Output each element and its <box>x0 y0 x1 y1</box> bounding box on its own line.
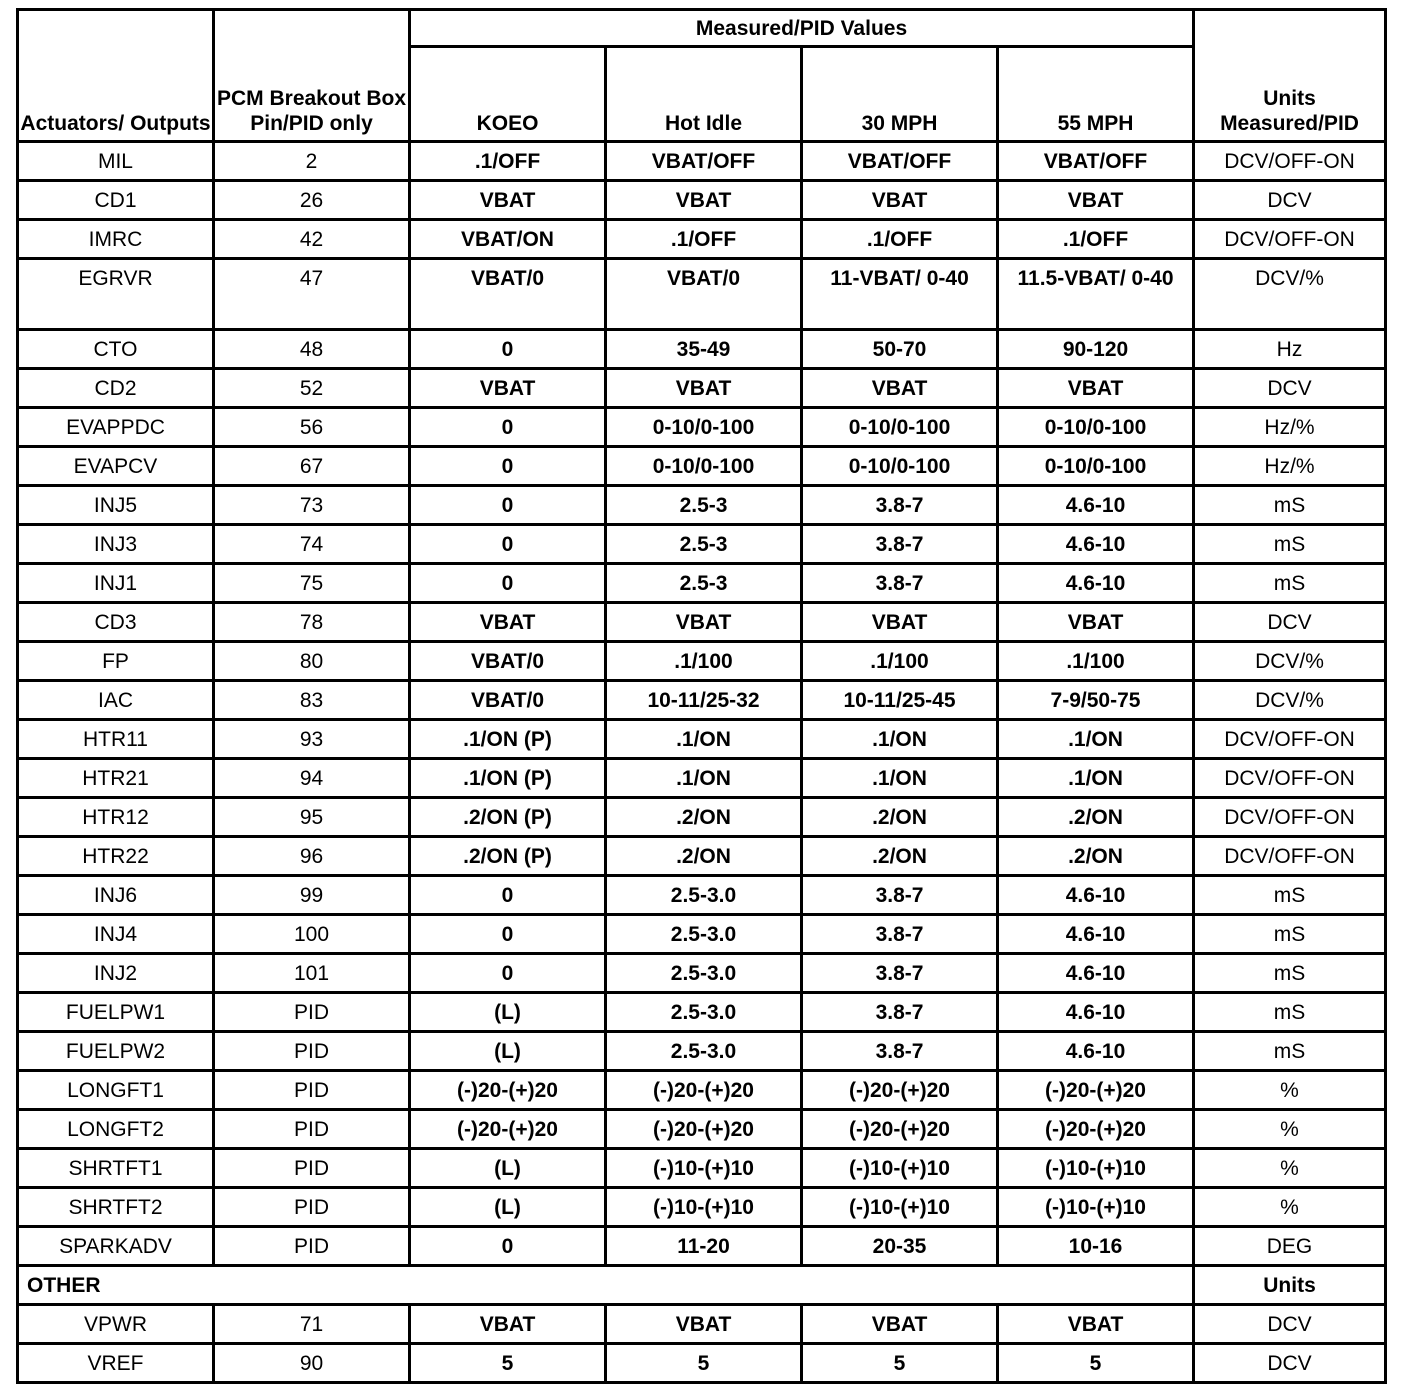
cell-units: DCV <box>1194 1305 1386 1344</box>
cell-pin: 101 <box>214 954 410 993</box>
table-row <box>18 259 1386 330</box>
cell-pin: 26 <box>214 181 410 220</box>
cell-hot-idle: .1/OFF <box>606 220 802 259</box>
cell-units: Hz/% <box>1194 408 1386 447</box>
table-row <box>18 1149 1386 1188</box>
cell-actuator: INJ4 <box>18 915 214 954</box>
header-units-measured-pid: Units Measured/PID <box>1194 10 1386 142</box>
cell-pin: PID <box>214 1227 410 1266</box>
cell-hot-idle: VBAT/OFF <box>606 142 802 181</box>
cell-koeo: VBAT/0 <box>410 642 606 681</box>
cell-actuator: HTR11 <box>18 720 214 759</box>
table-row <box>18 837 1386 876</box>
cell-units: mS <box>1194 915 1386 954</box>
table-row <box>18 447 1386 486</box>
cell-55-mph: (-)10-(+)10 <box>998 1188 1194 1227</box>
cell-units: mS <box>1194 993 1386 1032</box>
cell-30-mph: 10-11/25-45 <box>802 681 998 720</box>
cell-hot-idle: (-)10-(+)10 <box>606 1188 802 1227</box>
cell-koeo: VBAT/ON <box>410 220 606 259</box>
cell-hot-idle: (-)20-(+)20 <box>606 1110 802 1149</box>
cell-actuator: CD2 <box>18 369 214 408</box>
cell-actuator: LONGFT1 <box>18 1071 214 1110</box>
cell-actuator: SHRTFT1 <box>18 1149 214 1188</box>
cell-koeo: VBAT <box>410 603 606 642</box>
table-row <box>18 993 1386 1032</box>
cell-koeo: (L) <box>410 1188 606 1227</box>
table-row <box>18 330 1386 369</box>
cell-hot-idle: 2.5-3.0 <box>606 1032 802 1071</box>
cell-pin: 80 <box>214 642 410 681</box>
cell-units: DCV/% <box>1194 681 1386 720</box>
cell-55-mph: 0-10/0-100 <box>998 408 1194 447</box>
cell-hot-idle: 35-49 <box>606 330 802 369</box>
cell-30-mph: 0-10/0-100 <box>802 447 998 486</box>
cell-pin: 99 <box>214 876 410 915</box>
cell-actuator: FP <box>18 642 214 681</box>
cell-pin: 74 <box>214 525 410 564</box>
cell-actuator: VREF <box>18 1344 214 1383</box>
cell-55-mph: .1/ON <box>998 759 1194 798</box>
table-row <box>18 603 1386 642</box>
cell-55-mph: 4.6-10 <box>998 525 1194 564</box>
cell-55-mph: .2/ON <box>998 837 1194 876</box>
cell-hot-idle: VBAT <box>606 181 802 220</box>
cell-30-mph: VBAT <box>802 181 998 220</box>
cell-55-mph: 4.6-10 <box>998 993 1194 1032</box>
cell-hot-idle: 2.5-3.0 <box>606 954 802 993</box>
cell-koeo: 0 <box>410 486 606 525</box>
cell-55-mph: .1/OFF <box>998 220 1194 259</box>
cell-koeo: 5 <box>410 1344 606 1383</box>
cell-55-mph: 4.6-10 <box>998 876 1194 915</box>
cell-pin: 2 <box>214 142 410 181</box>
header-hot-idle: Hot Idle <box>606 47 802 142</box>
table-row <box>18 220 1386 259</box>
table-row <box>18 1071 1386 1110</box>
cell-55-mph: 4.6-10 <box>998 486 1194 525</box>
cell-pin: 42 <box>214 220 410 259</box>
cell-hot-idle: VBAT <box>606 369 802 408</box>
header-pcm-breakout-box: PCM Breakout Box Pin/PID only <box>214 10 410 142</box>
cell-hot-idle: 10-11/25-32 <box>606 681 802 720</box>
cell-koeo: .1/OFF <box>410 142 606 181</box>
other-section <box>18 1266 1386 1383</box>
cell-pin: 48 <box>214 330 410 369</box>
table-row <box>18 876 1386 915</box>
cell-pin: 47 <box>214 259 410 330</box>
cell-actuator: SHRTFT2 <box>18 1188 214 1227</box>
cell-55-mph: VBAT <box>998 369 1194 408</box>
cell-55-mph: 7-9/50-75 <box>998 681 1194 720</box>
cell-koeo: VBAT <box>410 1305 606 1344</box>
cell-units: mS <box>1194 525 1386 564</box>
cell-koeo: VBAT <box>410 369 606 408</box>
cell-55-mph: (-)20-(+)20 <box>998 1071 1194 1110</box>
cell-actuator: IAC <box>18 681 214 720</box>
table-row <box>18 369 1386 408</box>
cell-55-mph: .1/ON <box>998 720 1194 759</box>
cell-55-mph: (-)10-(+)10 <box>998 1149 1194 1188</box>
cell-30-mph: 20-35 <box>802 1227 998 1266</box>
cell-30-mph: VBAT <box>802 369 998 408</box>
cell-koeo: 0 <box>410 876 606 915</box>
cell-units: DCV/% <box>1194 259 1386 330</box>
cell-55-mph: 11.5-VBAT/ 0-40 <box>998 259 1194 330</box>
cell-hot-idle: 0-10/0-100 <box>606 447 802 486</box>
cell-30-mph: (-)10-(+)10 <box>802 1188 998 1227</box>
table-row <box>18 642 1386 681</box>
other-header-row <box>18 1266 1386 1305</box>
table-row <box>18 408 1386 447</box>
cell-units: DCV/OFF-ON <box>1194 220 1386 259</box>
cell-55-mph: 4.6-10 <box>998 915 1194 954</box>
cell-hot-idle: (-)10-(+)10 <box>606 1149 802 1188</box>
cell-pin: PID <box>214 1071 410 1110</box>
other-units-label: Units <box>1194 1266 1386 1305</box>
cell-units: mS <box>1194 564 1386 603</box>
cell-hot-idle: 2.5-3.0 <box>606 915 802 954</box>
cell-pin: 71 <box>214 1305 410 1344</box>
cell-units: DCV/OFF-ON <box>1194 720 1386 759</box>
cell-hot-idle: 2.5-3.0 <box>606 993 802 1032</box>
cell-koeo: (-)20-(+)20 <box>410 1071 606 1110</box>
cell-30-mph: (-)10-(+)10 <box>802 1149 998 1188</box>
cell-30-mph: 3.8-7 <box>802 564 998 603</box>
cell-pin: 56 <box>214 408 410 447</box>
cell-55-mph: VBAT <box>998 181 1194 220</box>
cell-30-mph: .1/ON <box>802 720 998 759</box>
cell-hot-idle: 0-10/0-100 <box>606 408 802 447</box>
cell-pin: 83 <box>214 681 410 720</box>
cell-hot-idle: (-)20-(+)20 <box>606 1071 802 1110</box>
cell-30-mph: VBAT <box>802 603 998 642</box>
cell-units: % <box>1194 1149 1386 1188</box>
cell-actuator: CD1 <box>18 181 214 220</box>
cell-pin: PID <box>214 1032 410 1071</box>
cell-units: DCV/OFF-ON <box>1194 837 1386 876</box>
cell-actuator: FUELPW1 <box>18 993 214 1032</box>
cell-actuator: INJ6 <box>18 876 214 915</box>
cell-55-mph: 4.6-10 <box>998 1032 1194 1071</box>
table-row <box>18 720 1386 759</box>
table-row <box>18 486 1386 525</box>
cell-actuator: VPWR <box>18 1305 214 1344</box>
cell-30-mph: 0-10/0-100 <box>802 408 998 447</box>
cell-hot-idle: .1/ON <box>606 720 802 759</box>
cell-pin: 95 <box>214 798 410 837</box>
cell-actuator: IMRC <box>18 220 214 259</box>
cell-actuator: HTR22 <box>18 837 214 876</box>
cell-hot-idle: 5 <box>606 1344 802 1383</box>
cell-30-mph: 3.8-7 <box>802 525 998 564</box>
table-row <box>18 1227 1386 1266</box>
table-body <box>18 142 1386 1266</box>
other-label: OTHER <box>18 1266 1194 1305</box>
cell-hot-idle: VBAT/0 <box>606 259 802 330</box>
cell-55-mph: 10-16 <box>998 1227 1194 1266</box>
cell-units: DCV/OFF-ON <box>1194 798 1386 837</box>
cell-hot-idle: .1/100 <box>606 642 802 681</box>
cell-units: % <box>1194 1110 1386 1149</box>
cell-pin: PID <box>214 1149 410 1188</box>
cell-30-mph: (-)20-(+)20 <box>802 1110 998 1149</box>
cell-55-mph: 4.6-10 <box>998 954 1194 993</box>
cell-hot-idle: .2/ON <box>606 798 802 837</box>
table-row <box>18 564 1386 603</box>
cell-55-mph: VBAT <box>998 603 1194 642</box>
cell-pin: 75 <box>214 564 410 603</box>
header-koeo: KOEO <box>410 47 606 142</box>
cell-actuator: HTR12 <box>18 798 214 837</box>
cell-units: Hz/% <box>1194 447 1386 486</box>
cell-actuator: CTO <box>18 330 214 369</box>
cell-55-mph: 5 <box>998 1344 1194 1383</box>
header-actuators-outputs: Actuators/ Outputs <box>18 10 214 142</box>
cell-koeo: (L) <box>410 1149 606 1188</box>
cell-pin: 93 <box>214 720 410 759</box>
cell-koeo: 0 <box>410 915 606 954</box>
table-row <box>18 1110 1386 1149</box>
cell-pin: 100 <box>214 915 410 954</box>
cell-koeo: 0 <box>410 954 606 993</box>
cell-koeo: 0 <box>410 447 606 486</box>
table-row <box>18 681 1386 720</box>
cell-units: mS <box>1194 486 1386 525</box>
table-row <box>18 915 1386 954</box>
cell-units: % <box>1194 1071 1386 1110</box>
cell-actuator: INJ2 <box>18 954 214 993</box>
cell-koeo: .2/ON (P) <box>410 798 606 837</box>
cell-actuator: INJ3 <box>18 525 214 564</box>
cell-koeo: VBAT/0 <box>410 681 606 720</box>
table-row <box>18 759 1386 798</box>
cell-30-mph: 3.8-7 <box>802 876 998 915</box>
cell-30-mph: .2/ON <box>802 798 998 837</box>
cell-units: Hz <box>1194 330 1386 369</box>
cell-koeo: VBAT/0 <box>410 259 606 330</box>
cell-30-mph: 11-VBAT/ 0-40 <box>802 259 998 330</box>
cell-units: mS <box>1194 954 1386 993</box>
cell-30-mph: VBAT/OFF <box>802 142 998 181</box>
cell-units: DCV <box>1194 1344 1386 1383</box>
cell-koeo: (-)20-(+)20 <box>410 1110 606 1149</box>
cell-pin: 73 <box>214 486 410 525</box>
cell-units: DEG <box>1194 1227 1386 1266</box>
cell-actuator: CD3 <box>18 603 214 642</box>
cell-30-mph: .2/ON <box>802 837 998 876</box>
cell-units: DCV/% <box>1194 642 1386 681</box>
cell-30-mph: 50-70 <box>802 330 998 369</box>
cell-55-mph: VBAT <box>998 1305 1194 1344</box>
cell-actuator: LONGFT2 <box>18 1110 214 1149</box>
cell-30-mph: .1/ON <box>802 759 998 798</box>
table-row <box>18 954 1386 993</box>
cell-actuator: INJ5 <box>18 486 214 525</box>
cell-pin: 90 <box>214 1344 410 1383</box>
cell-pin: PID <box>214 993 410 1032</box>
cell-55-mph: 0-10/0-100 <box>998 447 1194 486</box>
cell-koeo: .2/ON (P) <box>410 837 606 876</box>
header-55-mph: 55 MPH <box>998 47 1194 142</box>
cell-pin: 52 <box>214 369 410 408</box>
cell-actuator: SPARKADV <box>18 1227 214 1266</box>
cell-hot-idle: .1/ON <box>606 759 802 798</box>
cell-30-mph: 5 <box>802 1344 998 1383</box>
cell-koeo: 0 <box>410 1227 606 1266</box>
cell-units: % <box>1194 1188 1386 1227</box>
cell-55-mph: .2/ON <box>998 798 1194 837</box>
cell-pin: 78 <box>214 603 410 642</box>
cell-pin: 67 <box>214 447 410 486</box>
cell-actuator: EVAPPDC <box>18 408 214 447</box>
cell-30-mph: .1/OFF <box>802 220 998 259</box>
cell-units: DCV <box>1194 181 1386 220</box>
table-row <box>18 798 1386 837</box>
cell-pin: PID <box>214 1188 410 1227</box>
cell-55-mph: .1/100 <box>998 642 1194 681</box>
cell-units: DCV <box>1194 603 1386 642</box>
cell-units: mS <box>1194 1032 1386 1071</box>
cell-units: DCV/OFF-ON <box>1194 759 1386 798</box>
cell-hot-idle: 2.5-3.0 <box>606 876 802 915</box>
pid-values-table <box>16 8 1387 1384</box>
cell-koeo: .1/ON (P) <box>410 759 606 798</box>
cell-koeo: VBAT <box>410 181 606 220</box>
cell-units: mS <box>1194 876 1386 915</box>
cell-koeo: (L) <box>410 1032 606 1071</box>
cell-30-mph: .1/100 <box>802 642 998 681</box>
cell-pin: 94 <box>214 759 410 798</box>
table-row <box>18 181 1386 220</box>
cell-actuator: FUELPW2 <box>18 1032 214 1071</box>
cell-hot-idle: VBAT <box>606 1305 802 1344</box>
cell-actuator: HTR21 <box>18 759 214 798</box>
cell-actuator: MIL <box>18 142 214 181</box>
cell-koeo: (L) <box>410 993 606 1032</box>
cell-actuator: INJ1 <box>18 564 214 603</box>
header-30-mph: 30 MPH <box>802 47 998 142</box>
table-row <box>18 1305 1386 1344</box>
cell-koeo: 0 <box>410 525 606 564</box>
cell-hot-idle: 11-20 <box>606 1227 802 1266</box>
cell-30-mph: 3.8-7 <box>802 486 998 525</box>
cell-actuator: EGRVR <box>18 259 214 330</box>
cell-30-mph: 3.8-7 <box>802 954 998 993</box>
table-header <box>18 10 1386 142</box>
cell-55-mph: (-)20-(+)20 <box>998 1110 1194 1149</box>
cell-pin: PID <box>214 1110 410 1149</box>
cell-55-mph: 90-120 <box>998 330 1194 369</box>
cell-units: DCV <box>1194 369 1386 408</box>
cell-hot-idle: 2.5-3 <box>606 525 802 564</box>
cell-30-mph: 3.8-7 <box>802 915 998 954</box>
cell-hot-idle: VBAT <box>606 603 802 642</box>
table-row <box>18 142 1386 181</box>
cell-koeo: 0 <box>410 330 606 369</box>
table-row <box>18 1188 1386 1227</box>
table-row <box>18 1344 1386 1383</box>
cell-pin: 96 <box>214 837 410 876</box>
cell-55-mph: VBAT/OFF <box>998 142 1194 181</box>
cell-30-mph: (-)20-(+)20 <box>802 1071 998 1110</box>
cell-actuator: EVAPCV <box>18 447 214 486</box>
cell-hot-idle: 2.5-3 <box>606 564 802 603</box>
cell-hot-idle: 2.5-3 <box>606 486 802 525</box>
cell-koeo: .1/ON (P) <box>410 720 606 759</box>
cell-koeo: 0 <box>410 408 606 447</box>
header-measured-pid-values: Measured/PID Values <box>410 10 1194 47</box>
cell-units: DCV/OFF-ON <box>1194 142 1386 181</box>
cell-hot-idle: .2/ON <box>606 837 802 876</box>
pid-values-table-container <box>16 8 1387 1384</box>
cell-55-mph: 4.6-10 <box>998 564 1194 603</box>
table-row <box>18 1032 1386 1071</box>
cell-koeo: 0 <box>410 564 606 603</box>
cell-30-mph: 3.8-7 <box>802 1032 998 1071</box>
table-row <box>18 525 1386 564</box>
cell-30-mph: VBAT <box>802 1305 998 1344</box>
cell-30-mph: 3.8-7 <box>802 993 998 1032</box>
